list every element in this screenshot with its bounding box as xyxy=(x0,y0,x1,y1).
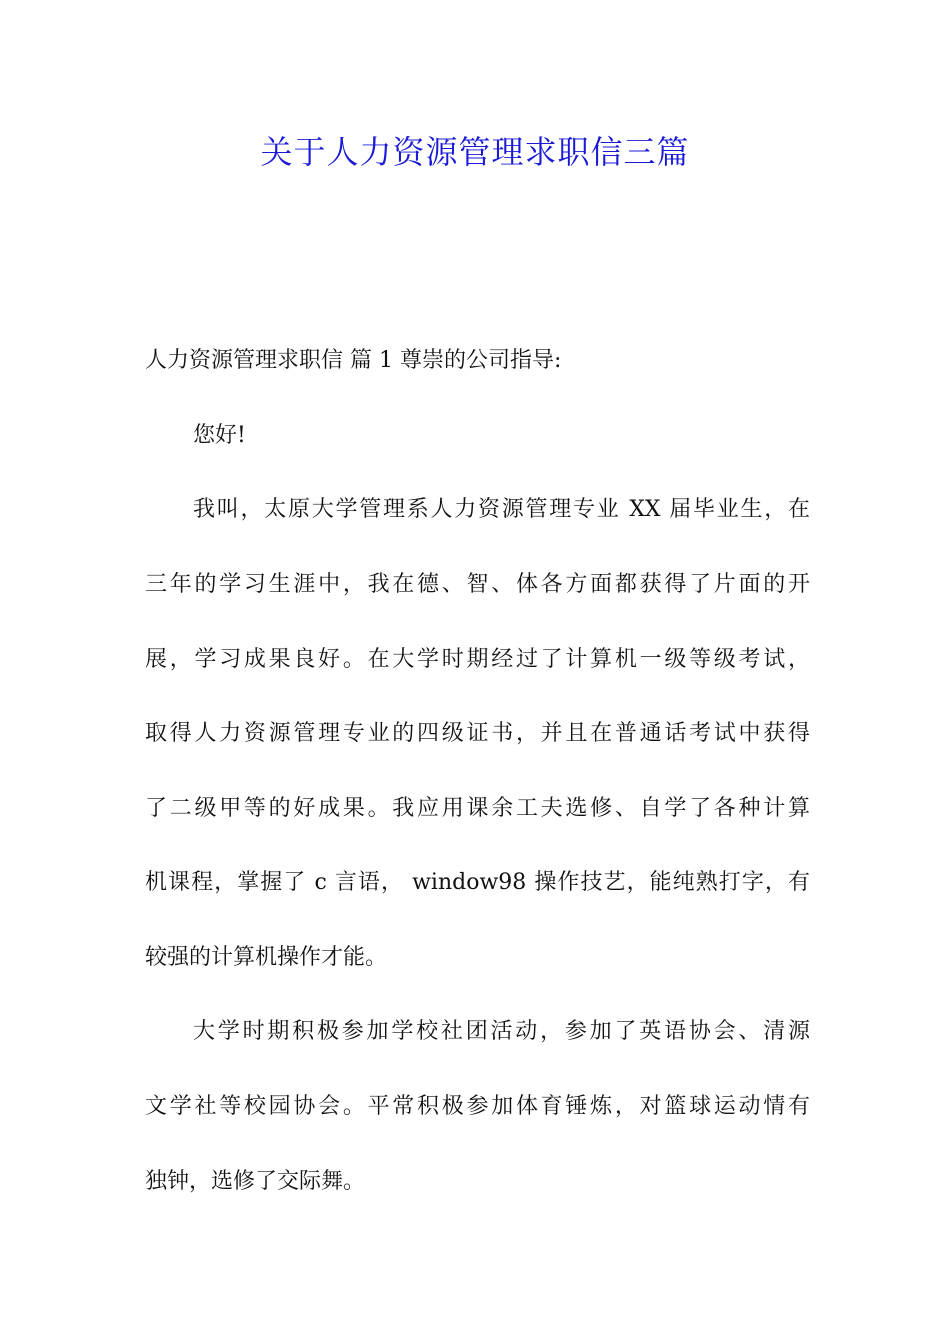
paragraph-line: 独钟，选修了交际舞。 xyxy=(145,1169,366,1194)
paragraph-line: 较强的计算机操作才能。 xyxy=(145,945,388,970)
paragraph-line: 我叫，太原大学管理系人力资源管理专业 XX 届毕业生，在 xyxy=(193,497,810,522)
document-title: 关于人力资源管理求职信三篇 xyxy=(260,133,690,171)
paragraph-line: 了二级甲等的好成果。我应用课余工夫选修、自学了各种计算 xyxy=(145,796,810,821)
paragraph-line: 取得人力资源管理专业的四级证书，并且在普通话考试中获得 xyxy=(145,721,810,746)
paragraph-line: 三年的学习生涯中，我在德、智、体各方面都获得了片面的开 xyxy=(145,572,810,597)
paragraph-line: 展，学习成果良好。在大学时期经过了计算机一级等级考试， xyxy=(145,647,810,672)
paragraph-line: 大学时期积极参加学校社团活动，参加了英语协会、清源 xyxy=(193,1019,810,1044)
paragraph-line: 机课程，掌握了 c 言语， window98 操作技艺，能纯熟打字，有 xyxy=(145,870,810,895)
greeting-line: 您好! xyxy=(193,423,246,448)
paragraph-line: 文学社等校园协会。平常积极参加体育锤炼，对篮球运动情有 xyxy=(145,1094,810,1119)
salutation-line: 人力资源管理求职信 篇 1 尊崇的公司指导: xyxy=(145,348,562,373)
